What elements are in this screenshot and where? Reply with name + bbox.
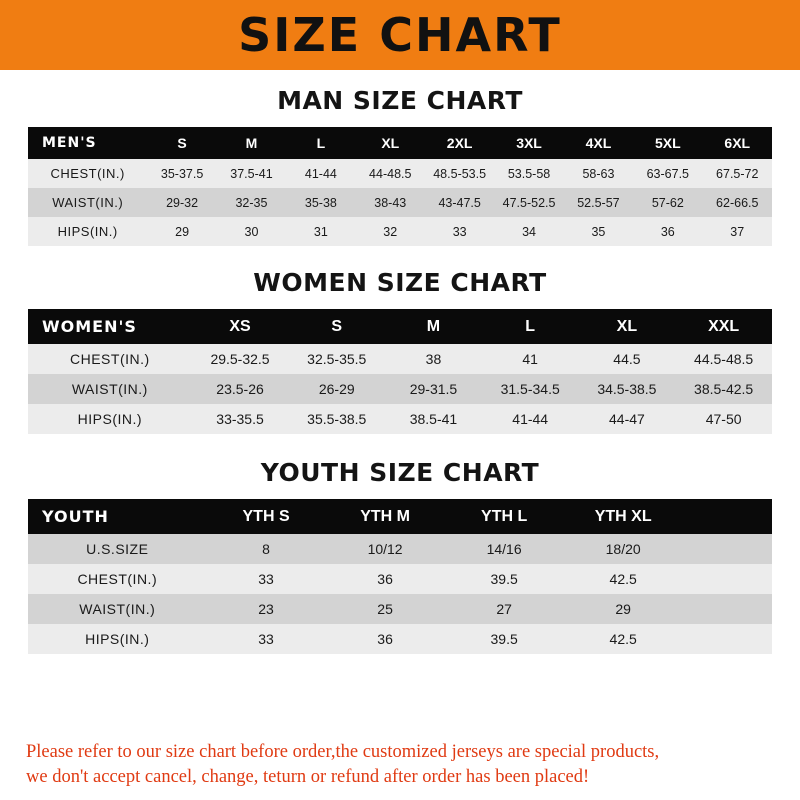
cell: 29 bbox=[615, 601, 631, 617]
cell-spacer bbox=[683, 534, 772, 564]
row-label: HIPS(IN.) bbox=[85, 631, 150, 647]
cell: 18/20 bbox=[605, 541, 641, 557]
page-banner bbox=[0, 0, 800, 70]
footer-line-1: Please refer to our size chart before order,the customized jerseys are special products, bbox=[26, 742, 660, 763]
cell: 47.5-52.5 bbox=[502, 195, 556, 210]
column-header: XXL bbox=[708, 317, 740, 335]
cell: 34.5-38.5 bbox=[597, 381, 657, 397]
cell-spacer bbox=[683, 624, 772, 654]
cell: 44.5-48.5 bbox=[694, 351, 754, 367]
man-section-title: MAN SIZE CHART bbox=[277, 86, 523, 115]
column-header: 5XL bbox=[654, 135, 681, 151]
chart-content bbox=[0, 70, 800, 734]
cell: 8 bbox=[262, 541, 270, 557]
cell: 41 bbox=[522, 351, 538, 367]
row-label: CHEST(IN.) bbox=[70, 351, 150, 367]
youth-size-table bbox=[28, 499, 772, 654]
column-header: S bbox=[331, 317, 343, 335]
cell-spacer bbox=[683, 564, 772, 594]
table-row bbox=[28, 374, 772, 404]
cell: 53.5-58 bbox=[507, 166, 551, 181]
cell: 42.5 bbox=[609, 571, 637, 587]
table-row bbox=[28, 594, 772, 624]
footer-line-2: we don't accept cancel, change, teturn or refund after order has been placed! bbox=[26, 767, 590, 788]
column-header: 2XL bbox=[446, 135, 473, 151]
cell: 63-67.5 bbox=[646, 166, 690, 181]
column-header: XL bbox=[616, 317, 638, 335]
table-row bbox=[28, 188, 772, 217]
youth-section-title: YOUTH SIZE CHART bbox=[260, 458, 540, 487]
cell: 41-44 bbox=[304, 166, 337, 181]
cell: 57-62 bbox=[651, 195, 684, 210]
cell: 41-44 bbox=[512, 411, 549, 427]
table-row bbox=[28, 159, 772, 188]
cell: 62-66.5 bbox=[716, 195, 759, 210]
cell: 32.5-35.5 bbox=[307, 351, 367, 367]
column-header: M bbox=[245, 135, 258, 151]
women-size-table bbox=[28, 309, 772, 434]
table-row bbox=[28, 344, 772, 374]
cell: 48.5-53.5 bbox=[433, 166, 487, 181]
cell: 27 bbox=[496, 601, 512, 617]
cell: 38.5-42.5 bbox=[694, 381, 754, 397]
cell: 36 bbox=[660, 224, 675, 239]
cell: 52.5-57 bbox=[577, 195, 620, 210]
cell: 32-35 bbox=[235, 195, 268, 210]
table-header-row bbox=[28, 127, 772, 159]
cell: 37.5-41 bbox=[230, 166, 273, 181]
cell: 33 bbox=[452, 224, 467, 239]
column-header: YTH L bbox=[481, 507, 528, 525]
cell: 42.5 bbox=[609, 631, 637, 647]
column-header: 4XL bbox=[585, 135, 612, 151]
column-header: L bbox=[316, 135, 326, 151]
cell: 34 bbox=[522, 224, 536, 239]
cell: 36 bbox=[377, 631, 393, 647]
cell: 38 bbox=[425, 351, 442, 367]
table-header-row bbox=[28, 309, 772, 344]
cell: 29-31.5 bbox=[409, 381, 458, 397]
cell: 10/12 bbox=[367, 541, 403, 557]
column-header: 6XL bbox=[724, 135, 751, 151]
cell: 37 bbox=[730, 224, 745, 239]
women-section-title: WOMEN SIZE CHART bbox=[253, 268, 547, 297]
page-title: SIZE CHART bbox=[238, 8, 562, 62]
cell: 47-50 bbox=[705, 411, 742, 427]
column-header: 3XL bbox=[516, 135, 542, 151]
cell: 35 bbox=[591, 224, 606, 239]
table-row bbox=[28, 534, 772, 564]
cell: 29 bbox=[175, 224, 190, 239]
column-header: S bbox=[177, 135, 187, 151]
cell: 38.5-41 bbox=[409, 411, 458, 427]
cell: 35.5-38.5 bbox=[307, 411, 367, 427]
cell: 38-43 bbox=[374, 195, 407, 210]
row-label: HIPS(IN.) bbox=[57, 224, 118, 239]
column-header-spacer bbox=[683, 499, 772, 534]
column-header: WOMEN'S bbox=[42, 317, 137, 336]
cell: 44.5 bbox=[613, 351, 641, 367]
cell: 29-32 bbox=[166, 195, 199, 210]
cell: 58-63 bbox=[582, 166, 615, 181]
cell: 33-35.5 bbox=[216, 411, 264, 427]
row-label: U.S.SIZE bbox=[86, 541, 149, 557]
cell: 43-47.5 bbox=[438, 195, 481, 210]
cell: 35-38 bbox=[304, 195, 337, 210]
column-header: MEN'S bbox=[42, 135, 97, 151]
table-row bbox=[28, 564, 772, 594]
column-header: M bbox=[426, 317, 441, 335]
cell: 32 bbox=[383, 224, 398, 239]
cell: 25 bbox=[377, 601, 393, 617]
table-row bbox=[28, 624, 772, 654]
row-label: WAIST(IN.) bbox=[52, 195, 124, 210]
row-label: CHEST(IN.) bbox=[50, 166, 125, 181]
row-label: HIPS(IN.) bbox=[77, 411, 143, 427]
cell: 29.5-32.5 bbox=[210, 351, 270, 367]
column-header: YTH XL bbox=[594, 507, 652, 525]
footer-note bbox=[0, 734, 800, 800]
row-label: WAIST(IN.) bbox=[79, 601, 156, 617]
man-size-table bbox=[28, 127, 772, 246]
table-header-row bbox=[28, 499, 772, 534]
table-row bbox=[28, 404, 772, 434]
cell: 67.5-72 bbox=[716, 166, 759, 181]
cell: 26-29 bbox=[318, 381, 355, 397]
table-row bbox=[28, 217, 772, 246]
cell: 33 bbox=[258, 571, 274, 587]
cell: 30 bbox=[244, 224, 259, 239]
cell: 31.5-34.5 bbox=[500, 381, 560, 397]
row-label: CHEST(IN.) bbox=[77, 571, 158, 587]
column-header: YTH S bbox=[242, 507, 290, 525]
cell: 44-48.5 bbox=[369, 166, 412, 181]
column-header: XS bbox=[229, 317, 251, 335]
column-header: L bbox=[525, 317, 536, 335]
column-header: YTH M bbox=[360, 507, 410, 525]
row-label: WAIST(IN.) bbox=[71, 381, 148, 397]
cell: 44-47 bbox=[609, 411, 645, 427]
cell: 23.5-26 bbox=[216, 381, 264, 397]
cell: 33 bbox=[258, 631, 274, 647]
cell-spacer bbox=[683, 594, 772, 624]
cell: 35-37.5 bbox=[160, 166, 204, 181]
cell: 14/16 bbox=[486, 541, 522, 557]
cell: 36 bbox=[377, 571, 393, 587]
column-header: YOUTH bbox=[42, 507, 109, 526]
cell: 39.5 bbox=[490, 631, 518, 647]
cell: 31 bbox=[313, 224, 328, 239]
column-header: XL bbox=[381, 135, 400, 151]
cell: 23 bbox=[258, 601, 274, 617]
cell: 39.5 bbox=[490, 571, 518, 587]
